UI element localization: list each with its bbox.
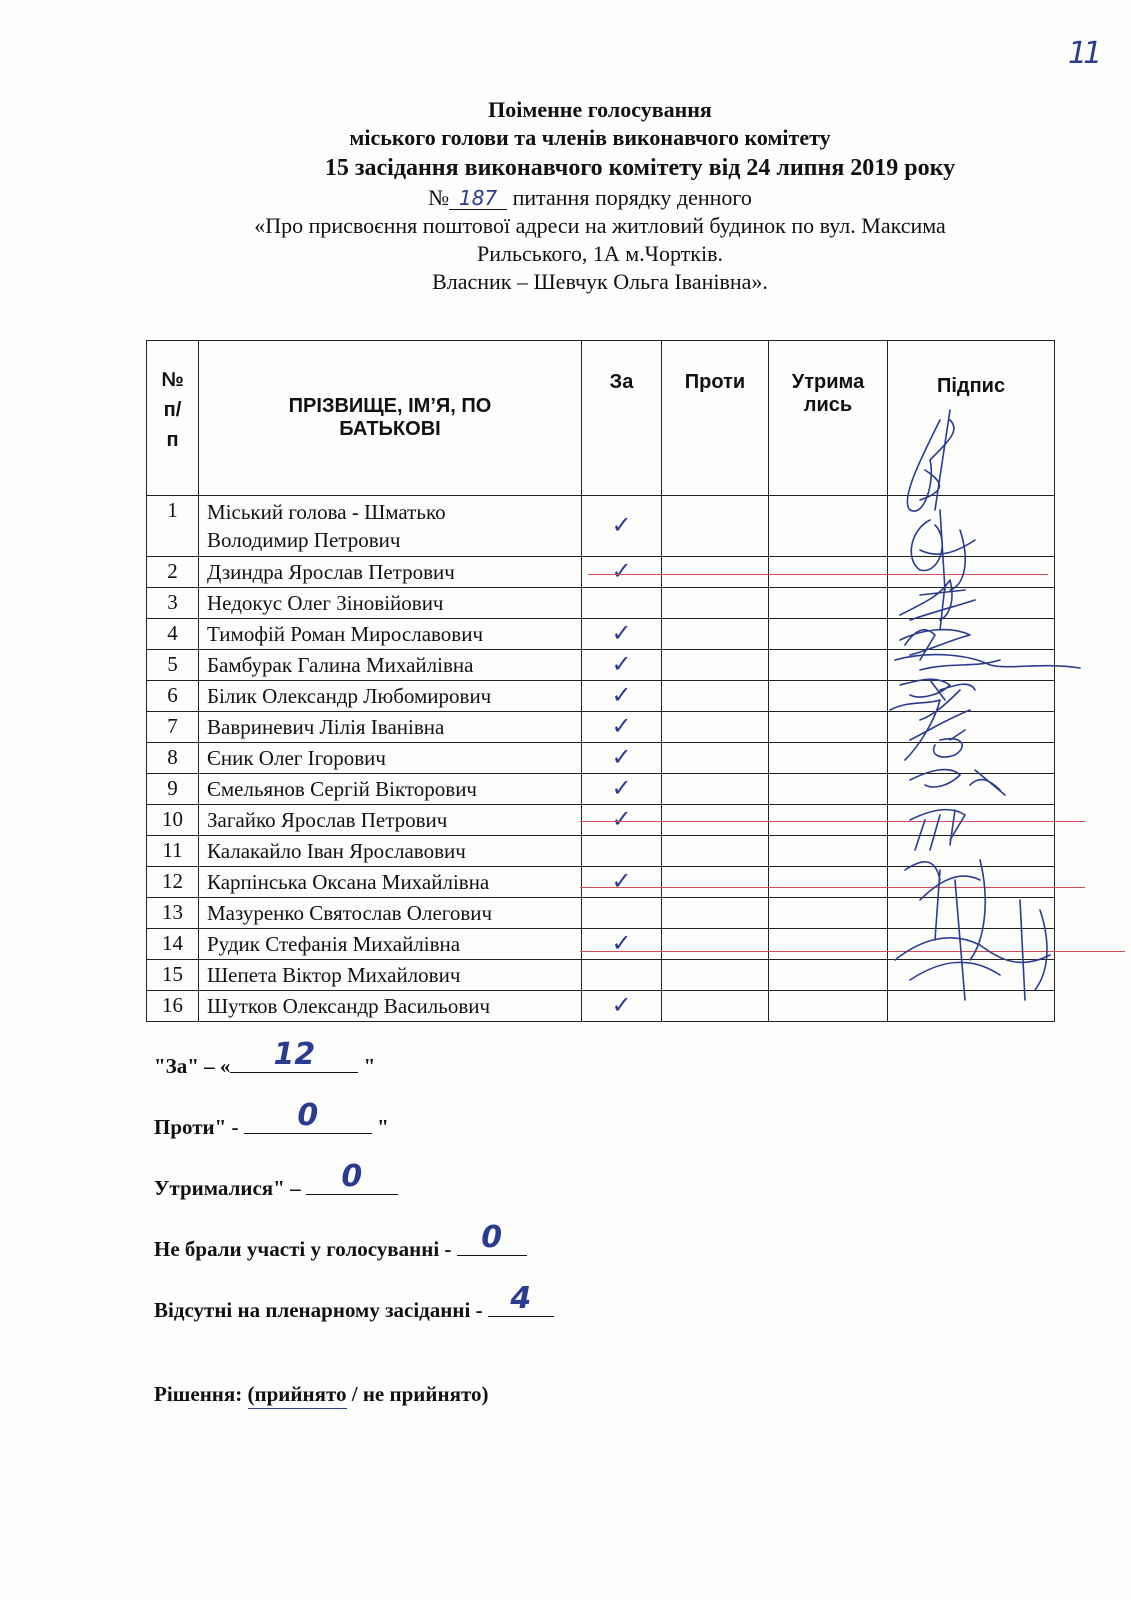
table-row bbox=[147, 898, 1055, 929]
row-name: Недокус Олег Зіновійович bbox=[199, 588, 582, 619]
summary-absent: Відсутні на пленарному засіданні - 4 bbox=[154, 1294, 554, 1323]
summary-for-value: 12 bbox=[273, 1037, 316, 1072]
summary-not-participated-value: 0 bbox=[481, 1220, 503, 1255]
row-vote-for bbox=[582, 929, 662, 960]
row-number: 11 bbox=[147, 836, 199, 867]
row-name: Білик Олександр Любомирович bbox=[199, 681, 582, 712]
row-vote-abstained bbox=[769, 496, 888, 557]
check-mark-icon: ✓ bbox=[611, 650, 632, 678]
row-name: Міський голова - Шматько Володимир Петрович bbox=[199, 496, 582, 557]
row-vote-against bbox=[662, 805, 769, 836]
row-vote-against bbox=[662, 681, 769, 712]
row-signature bbox=[888, 929, 1055, 960]
row-name: Мазуренко Святослав Олегович bbox=[199, 898, 582, 929]
row-vote-abstained bbox=[769, 619, 888, 650]
row-vote-abstained bbox=[769, 743, 888, 774]
row-vote-for bbox=[582, 867, 662, 898]
row-vote-abstained bbox=[769, 712, 888, 743]
row-signature bbox=[888, 557, 1055, 588]
header-number: № п/ п bbox=[147, 341, 199, 496]
row-vote-for bbox=[582, 991, 662, 1022]
row-vote-abstained bbox=[769, 960, 888, 991]
row-name: Шепета Віктор Михайлович bbox=[199, 960, 582, 991]
row-vote-against bbox=[662, 743, 769, 774]
row-vote-abstained bbox=[769, 805, 888, 836]
header-signature: Підпис bbox=[888, 341, 1055, 496]
row-vote-against bbox=[662, 774, 769, 805]
table-row bbox=[147, 743, 1055, 774]
row-vote-for bbox=[582, 496, 662, 557]
topic-line-1: «Про присвоєння поштової адреси на житловий будинок по вул. Максима bbox=[254, 213, 946, 238]
decision-rest: / не прийнято) bbox=[346, 1382, 489, 1406]
row-signature bbox=[888, 619, 1055, 650]
header-for: За bbox=[582, 341, 662, 496]
header-against: Проти bbox=[662, 341, 769, 496]
decision-accepted: (прийнято bbox=[248, 1382, 347, 1409]
row-name: Карпінська Оксана Михайлівна bbox=[199, 867, 582, 898]
row-name: Бамбурак Галина Михайлівна bbox=[199, 650, 582, 681]
strike-line-row-3 bbox=[588, 574, 1048, 575]
summary-against: Проти" - 0 " bbox=[154, 1098, 389, 1139]
row-number: 6 bbox=[147, 681, 199, 712]
row-number: 3 bbox=[147, 588, 199, 619]
row-name: Ємельянов Сергій Вікторович bbox=[199, 774, 582, 805]
check-mark-icon: ✓ bbox=[611, 619, 632, 647]
row-vote-for bbox=[582, 836, 662, 867]
document-title: Поіменне голосування bbox=[488, 97, 712, 122]
row-name: Дзиндра Ярослав Петрович bbox=[199, 557, 582, 588]
row-signature bbox=[888, 960, 1055, 991]
summary-abstained-value: 0 bbox=[341, 1159, 363, 1194]
item-number-field bbox=[449, 187, 507, 210]
summary-against-field bbox=[244, 1098, 372, 1134]
row-vote-against bbox=[662, 960, 769, 991]
check-mark-icon: ✓ bbox=[611, 743, 632, 771]
table-row bbox=[147, 588, 1055, 619]
strike-line-row-15 bbox=[580, 951, 1125, 952]
document-header bbox=[100, 96, 1100, 296]
row-signature bbox=[888, 496, 1055, 557]
row-vote-for bbox=[582, 805, 662, 836]
table-row bbox=[147, 650, 1055, 681]
check-mark-icon: ✓ bbox=[611, 774, 632, 802]
row-vote-abstained bbox=[769, 681, 888, 712]
row-signature bbox=[888, 991, 1055, 1022]
row-vote-for bbox=[582, 774, 662, 805]
row-vote-against bbox=[662, 991, 769, 1022]
row-number: 4 bbox=[147, 619, 199, 650]
row-vote-against bbox=[662, 588, 769, 619]
row-vote-against bbox=[662, 712, 769, 743]
row-number: 1 bbox=[147, 496, 199, 557]
row-number: 5 bbox=[147, 650, 199, 681]
row-signature bbox=[888, 681, 1055, 712]
table-row bbox=[147, 619, 1055, 650]
table-row bbox=[147, 960, 1055, 991]
check-mark-icon: ✓ bbox=[611, 867, 632, 895]
row-name: Вавриневич Лілія Іванівна bbox=[199, 712, 582, 743]
row-vote-for bbox=[582, 681, 662, 712]
summary-absent-value: 4 bbox=[510, 1281, 532, 1316]
check-mark-icon: ✓ bbox=[611, 557, 632, 585]
table-row bbox=[147, 867, 1055, 898]
summary-against-value: 0 bbox=[297, 1098, 319, 1133]
topic-line-3: Власник – Шевчук Ольга Іванівна». bbox=[432, 269, 768, 294]
row-number: 16 bbox=[147, 991, 199, 1022]
check-mark-icon: ✓ bbox=[611, 805, 632, 833]
row-signature bbox=[888, 588, 1055, 619]
row-vote-abstained bbox=[769, 991, 888, 1022]
table-row bbox=[147, 805, 1055, 836]
strike-line-row-13 bbox=[580, 887, 1085, 888]
row-number: 2 bbox=[147, 557, 199, 588]
row-vote-for bbox=[582, 898, 662, 929]
summary-absent-field bbox=[488, 1281, 554, 1317]
page-number: 11 bbox=[1068, 36, 1099, 71]
summary-not-participated: Не брали участі у голосуванні - 0 bbox=[154, 1233, 527, 1262]
row-number: 8 bbox=[147, 743, 199, 774]
row-vote-for bbox=[582, 712, 662, 743]
table-row bbox=[147, 929, 1055, 960]
check-mark-icon: ✓ bbox=[611, 681, 632, 709]
row-number: 9 bbox=[147, 774, 199, 805]
table-row bbox=[147, 712, 1055, 743]
row-vote-against bbox=[662, 650, 769, 681]
document-subtitle: міського голови та членів виконавчого комітету bbox=[349, 125, 831, 150]
table-row bbox=[147, 774, 1055, 805]
row-name: Шутков Олександр Васильович bbox=[199, 991, 582, 1022]
row-vote-abstained bbox=[769, 836, 888, 867]
row-name: Тимофій Роман Мирославович bbox=[199, 619, 582, 650]
summary-not-participated-field bbox=[457, 1220, 527, 1256]
session-line: 15 засідання виконавчого комітету від 24 липня 2019 року bbox=[324, 155, 956, 181]
header-abstained: Утрима лись bbox=[769, 341, 888, 496]
row-name: Калакайло Іван Ярославович bbox=[199, 836, 582, 867]
check-mark-icon: ✓ bbox=[611, 511, 632, 539]
row-vote-abstained bbox=[769, 588, 888, 619]
table-row bbox=[147, 836, 1055, 867]
row-vote-for bbox=[582, 960, 662, 991]
row-vote-for bbox=[582, 557, 662, 588]
summary-abstained-field bbox=[306, 1159, 398, 1195]
table-row bbox=[147, 557, 1055, 588]
check-mark-icon: ✓ bbox=[611, 712, 632, 740]
item-suffix: питання порядку денного bbox=[507, 185, 752, 210]
summary-decision: Рішення: (прийнято / не прийнято) bbox=[154, 1382, 488, 1407]
table-row bbox=[147, 681, 1055, 712]
summary-for: "За" – « 12 " bbox=[154, 1037, 376, 1078]
item-prefix: № bbox=[428, 185, 450, 210]
row-number: 12 bbox=[147, 867, 199, 898]
row-vote-abstained bbox=[769, 867, 888, 898]
row-vote-for bbox=[582, 650, 662, 681]
header-name: ПРІЗВИЩЕ, ІМ’Я, ПО БАТЬКОВІ bbox=[199, 341, 582, 496]
row-signature bbox=[888, 712, 1055, 743]
agenda-item-line bbox=[80, 184, 1100, 212]
row-vote-abstained bbox=[769, 557, 888, 588]
row-signature bbox=[888, 836, 1055, 867]
row-vote-abstained bbox=[769, 650, 888, 681]
row-vote-against bbox=[662, 867, 769, 898]
row-signature bbox=[888, 743, 1055, 774]
row-number: 10 bbox=[147, 805, 199, 836]
row-number: 15 bbox=[147, 960, 199, 991]
row-vote-against bbox=[662, 929, 769, 960]
row-signature bbox=[888, 650, 1055, 681]
row-number: 13 bbox=[147, 898, 199, 929]
row-name: Єник Олег Ігорович bbox=[199, 743, 582, 774]
table-row bbox=[147, 496, 1055, 557]
row-name: Рудик Стефанія Михайлівна bbox=[199, 929, 582, 960]
strike-line-row-11 bbox=[580, 821, 1085, 822]
row-vote-abstained bbox=[769, 774, 888, 805]
row-signature bbox=[888, 898, 1055, 929]
row-vote-against bbox=[662, 619, 769, 650]
row-vote-abstained bbox=[769, 929, 888, 960]
row-vote-for bbox=[582, 619, 662, 650]
row-vote-against bbox=[662, 836, 769, 867]
row-vote-for bbox=[582, 588, 662, 619]
row-number: 7 bbox=[147, 712, 199, 743]
row-number: 14 bbox=[147, 929, 199, 960]
row-vote-against bbox=[662, 557, 769, 588]
row-vote-abstained bbox=[769, 898, 888, 929]
summary-abstained: Утрималися" – 0 bbox=[154, 1172, 398, 1201]
row-signature bbox=[888, 805, 1055, 836]
topic-line-2: Рильського, 1А м.Чортків. bbox=[477, 241, 723, 266]
check-mark-icon: ✓ bbox=[611, 991, 632, 1019]
row-name: Загайко Ярослав Петрович bbox=[199, 805, 582, 836]
row-vote-against bbox=[662, 496, 769, 557]
row-vote-against bbox=[662, 898, 769, 929]
row-vote-for bbox=[582, 743, 662, 774]
row-signature bbox=[888, 867, 1055, 898]
check-mark-icon: ✓ bbox=[611, 929, 632, 957]
voting-table bbox=[146, 340, 1055, 1022]
item-number: 187 bbox=[459, 186, 498, 210]
table-row bbox=[147, 991, 1055, 1022]
table-header-row bbox=[147, 341, 1055, 496]
row-signature bbox=[888, 774, 1055, 805]
